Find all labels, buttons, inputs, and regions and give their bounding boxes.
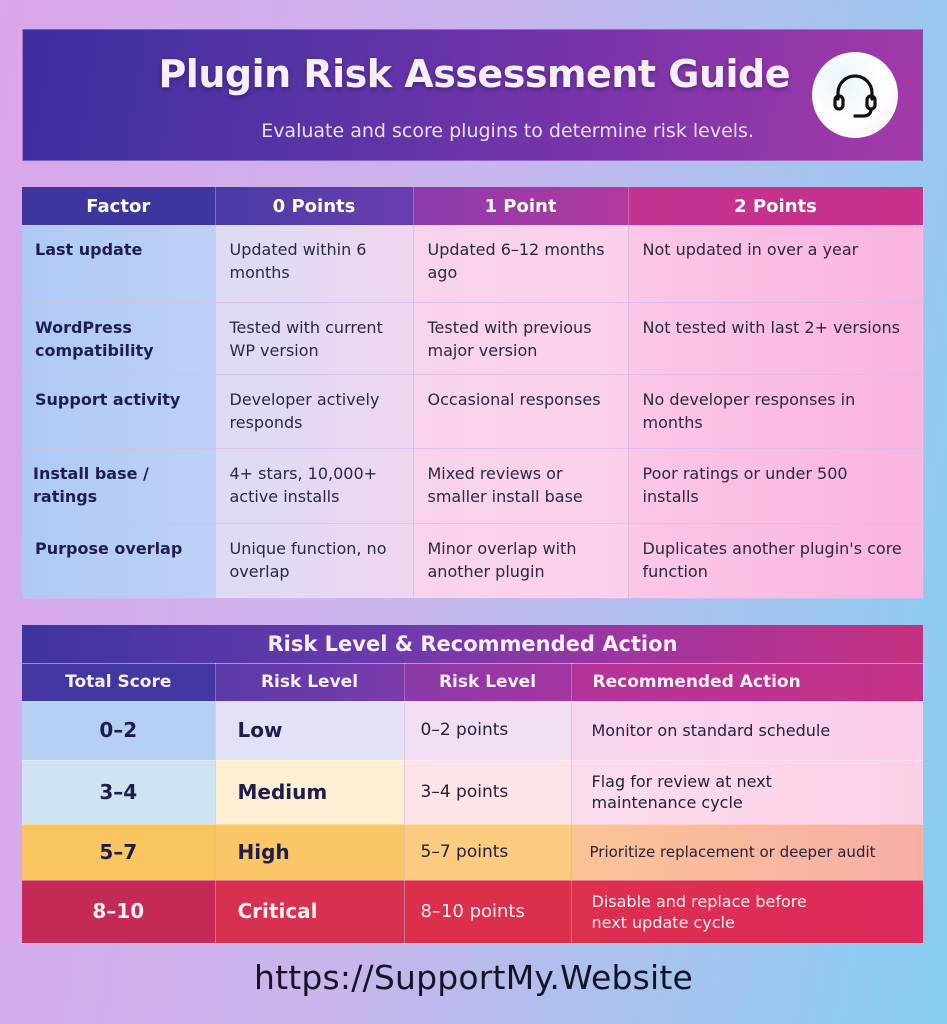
risk-level-badge: Low xyxy=(215,701,404,760)
two-points-cell: Not updated in over a year xyxy=(628,225,923,302)
risk-table-title: Risk Level & Recommended Action xyxy=(22,625,923,663)
page-subtitle: Evaluate and score plugins to determine risk levels. xyxy=(261,120,754,142)
zero-points-cell: Tested with current WP version xyxy=(215,302,413,374)
table-row xyxy=(22,225,923,302)
scoring-table-header xyxy=(22,187,923,225)
one-point-cell: Occasional responses xyxy=(413,374,628,448)
risk-level-badge: Critical xyxy=(215,880,404,943)
zero-points-cell: Unique function, no overlap xyxy=(215,523,413,598)
headset-icon xyxy=(812,52,898,138)
points-range-cell: 5–7 points xyxy=(404,824,571,880)
recommended-action-cell: Monitor on standard schedule xyxy=(571,701,923,760)
risk-level-badge: High xyxy=(215,824,404,880)
table-row xyxy=(22,523,923,598)
zero-points-cell: Updated within 6 months xyxy=(215,225,413,302)
total-score-cell: 3–4 xyxy=(22,760,215,824)
column-header-risk-level-points: Risk Level xyxy=(404,663,571,701)
column-header-0-points: 0 Points xyxy=(215,187,413,225)
points-range-cell: 3–4 points xyxy=(404,760,571,824)
total-score-cell: 5–7 xyxy=(22,824,215,880)
zero-points-cell: 4+ stars, 10,000+ active installs xyxy=(215,448,413,523)
factor-cell: WordPress compatibility xyxy=(22,302,215,374)
column-header-recommended-action: Recommended Action xyxy=(571,663,923,701)
zero-points-cell: Developer actively responds xyxy=(215,374,413,448)
recommended-action-cell: Flag for review at next maintenance cycle xyxy=(571,760,923,824)
total-score-cell: 0–2 xyxy=(22,701,215,760)
factor-cell: Support activity xyxy=(22,374,215,448)
points-range-cell: 0–2 points xyxy=(404,701,571,760)
page-title: Plugin Risk Assessment Guide xyxy=(158,52,790,96)
recommended-action-cell: Prioritize replacement or deeper audit xyxy=(571,824,923,880)
scoring-table xyxy=(22,187,924,599)
risk-row-low xyxy=(22,701,923,760)
risk-level-badge: Medium xyxy=(215,760,404,824)
risk-table-header xyxy=(22,663,923,701)
column-header-factor: Factor xyxy=(22,187,215,225)
points-range-cell: 8–10 points xyxy=(404,880,571,943)
header-banner xyxy=(22,29,923,161)
column-header-1-point: 1 Point xyxy=(413,187,628,225)
risk-row-high xyxy=(22,824,923,880)
column-header-total-score: Total Score xyxy=(22,663,215,701)
total-score-cell: 8–10 xyxy=(22,880,215,943)
one-point-cell: Updated 6–12 months ago xyxy=(413,225,628,302)
table-row xyxy=(22,374,923,448)
two-points-cell: Not tested with last 2+ versions xyxy=(628,302,923,374)
column-header-2-points: 2 Points xyxy=(628,187,923,225)
recommended-action-cell: Disable and replace before next update cycle xyxy=(571,880,923,943)
website-link[interactable]: https://SupportMy.Website xyxy=(253,958,694,997)
one-point-cell: Tested with previous major version xyxy=(413,302,628,374)
table-row xyxy=(22,302,923,374)
risk-row-critical xyxy=(22,880,923,943)
column-header-risk-level: Risk Level xyxy=(215,663,404,701)
factor-cell: Last update xyxy=(22,225,215,302)
risk-row-medium xyxy=(22,760,923,824)
one-point-cell: Mixed reviews or smaller install base xyxy=(413,448,628,523)
two-points-cell: No developer responses in months xyxy=(628,374,923,448)
risk-level-table xyxy=(22,625,924,944)
one-point-cell: Minor overlap with another plugin xyxy=(413,523,628,598)
two-points-cell: Duplicates another plugin's core function xyxy=(628,523,923,598)
factor-cell: Install base / ratings xyxy=(22,448,215,523)
two-points-cell: Poor ratings or under 500 installs xyxy=(628,448,923,523)
factor-cell: Purpose overlap xyxy=(22,523,215,598)
risk-table-title-row xyxy=(22,625,923,663)
table-row xyxy=(22,448,923,523)
